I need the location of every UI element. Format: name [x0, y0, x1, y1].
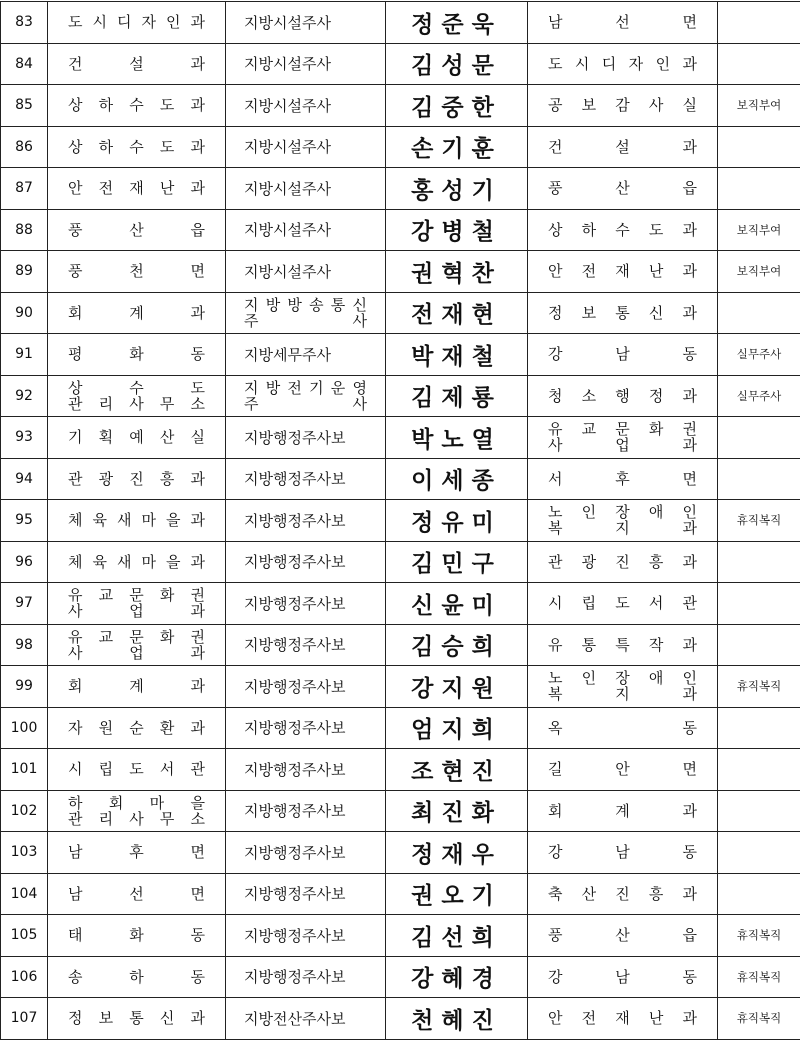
remark [718, 707, 800, 749]
job-rank [226, 251, 386, 293]
spaced-text-line: 주 사 [244, 313, 367, 329]
spaced-text-line: 정 보 통 신 과 [548, 305, 697, 321]
remark [718, 832, 800, 874]
to-department [528, 790, 718, 832]
job-rank [226, 666, 386, 708]
person-name: 김중한 [386, 85, 528, 127]
remark: 휴직복직 [718, 666, 800, 708]
from-department [48, 790, 226, 832]
remark [718, 749, 800, 791]
spaced-text-line: 상 하 수 도 과 [68, 139, 205, 155]
table-row [1, 998, 800, 1040]
spaced-text-line: 청 소 행 정 과 [548, 388, 697, 404]
table-row [1, 666, 800, 708]
table-row [1, 2, 800, 44]
table-row [1, 375, 800, 417]
job-rank [226, 85, 386, 127]
to-department [528, 334, 718, 376]
table-row [1, 583, 800, 625]
remark: 실무주사 [718, 375, 800, 417]
row-number: 86 [1, 126, 48, 168]
row-number: 88 [1, 209, 48, 251]
spaced-text-line: 지 방 방 송 통 신 [244, 297, 367, 313]
remark: 휴직복직 [718, 956, 800, 998]
from-department [48, 500, 226, 542]
from-department [48, 749, 226, 791]
remark [718, 417, 800, 459]
person-name: 권오기 [386, 873, 528, 915]
rank-text-line: 지방시설주사 [244, 95, 367, 116]
spaced-text-line: 공 보 감 사 실 [548, 97, 697, 113]
spaced-text-line: 유 교 문 화 권 [68, 629, 205, 645]
to-department [528, 85, 718, 127]
rank-text-line: 지방행정주사보 [244, 883, 367, 904]
table-row [1, 541, 800, 583]
row-number: 92 [1, 375, 48, 417]
spaced-text-line: 노 인 장 애 인 [548, 504, 697, 520]
from-department [48, 583, 226, 625]
job-rank [226, 209, 386, 251]
row-number: 89 [1, 251, 48, 293]
personnel-table [0, 1, 800, 1040]
spaced-text-line: 유 교 문 화 권 [68, 587, 205, 603]
remark [718, 168, 800, 210]
rank-text-line: 지방행정주사보 [244, 842, 367, 863]
person-name: 강병철 [386, 209, 528, 251]
remark: 보직부여 [718, 85, 800, 127]
to-department [528, 583, 718, 625]
rank-text-line: 지방행정주사보 [244, 966, 367, 987]
from-department [48, 458, 226, 500]
job-rank [226, 915, 386, 957]
person-name: 강혜경 [386, 956, 528, 998]
table-row [1, 624, 800, 666]
to-department [528, 458, 718, 500]
remark: 휴직복직 [718, 500, 800, 542]
person-name: 이세종 [386, 458, 528, 500]
from-department [48, 666, 226, 708]
spaced-text-line: 사 업 과 [68, 645, 205, 661]
remark: 휴직복직 [718, 915, 800, 957]
table-row [1, 749, 800, 791]
job-rank [226, 749, 386, 791]
spaced-text-line: 복 지 과 [548, 520, 697, 536]
person-name: 천혜진 [386, 998, 528, 1040]
rank-text-line: 지방시설주사 [244, 12, 367, 33]
spaced-text-line: 축 산 진 흥 과 [548, 886, 697, 902]
row-number: 105 [1, 915, 48, 957]
spaced-text-line: 관 리 사 무 소 [68, 396, 205, 412]
row-number: 93 [1, 417, 48, 459]
to-department [528, 832, 718, 874]
job-rank [226, 707, 386, 749]
table-row [1, 956, 800, 998]
remark [718, 541, 800, 583]
table-row [1, 832, 800, 874]
job-rank [226, 375, 386, 417]
from-department [48, 998, 226, 1040]
from-department [48, 292, 226, 334]
table-row [1, 458, 800, 500]
person-name: 전재현 [386, 292, 528, 334]
to-department [528, 998, 718, 1040]
person-name: 박노열 [386, 417, 528, 459]
table-row [1, 790, 800, 832]
from-department [48, 375, 226, 417]
job-rank [226, 417, 386, 459]
job-rank [226, 832, 386, 874]
remark [718, 43, 800, 85]
spaced-text-line: 복 지 과 [548, 686, 697, 702]
spaced-text-line: 평 화 동 [68, 346, 205, 362]
spaced-text-line: 안 전 재 난 과 [68, 180, 205, 196]
from-department [48, 85, 226, 127]
row-number: 96 [1, 541, 48, 583]
rank-text-line: 지방시설주사 [244, 53, 367, 74]
remark: 휴직복직 [718, 998, 800, 1040]
spaced-text-line: 유 교 문 화 권 [548, 421, 697, 437]
spaced-text-line: 도 시 디 자 인 과 [68, 14, 205, 30]
job-rank [226, 292, 386, 334]
person-name: 신윤미 [386, 583, 528, 625]
to-department [528, 2, 718, 44]
from-department [48, 541, 226, 583]
remark: 보직부여 [718, 209, 800, 251]
to-department [528, 749, 718, 791]
remark [718, 583, 800, 625]
job-rank [226, 334, 386, 376]
person-name: 권혁찬 [386, 251, 528, 293]
row-number: 106 [1, 956, 48, 998]
from-department [48, 334, 226, 376]
person-name: 조현진 [386, 749, 528, 791]
from-department [48, 873, 226, 915]
spaced-text-line: 남 선 면 [548, 14, 697, 30]
table-row [1, 85, 800, 127]
spaced-text-line: 건 설 과 [68, 56, 205, 72]
spaced-text-line: 지 방 전 기 운 영 [244, 380, 367, 396]
spaced-text-line: 하 회 마 을 [68, 795, 205, 811]
spaced-text-line: 기 획 예 산 실 [68, 429, 205, 445]
spaced-text-line: 안 전 재 난 과 [548, 263, 697, 279]
person-name: 김성문 [386, 43, 528, 85]
table-row [1, 915, 800, 957]
remark: 보직부여 [718, 251, 800, 293]
row-number: 97 [1, 583, 48, 625]
spaced-text-line: 관 광 진 흥 과 [68, 471, 205, 487]
spaced-text-line: 상 하 수 도 과 [68, 97, 205, 113]
spaced-text-line: 풍 산 읍 [548, 927, 697, 943]
person-name: 정유미 [386, 500, 528, 542]
rank-text-line: 지방행정주사보 [244, 717, 367, 738]
job-rank [226, 500, 386, 542]
row-number: 107 [1, 998, 48, 1040]
spaced-text-line: 건 설 과 [548, 139, 697, 155]
spaced-text-line: 송 하 동 [68, 969, 205, 985]
job-rank [226, 873, 386, 915]
row-number: 101 [1, 749, 48, 791]
remark [718, 624, 800, 666]
from-department [48, 956, 226, 998]
spaced-text-line: 사 업 과 [548, 437, 697, 453]
person-name: 정준욱 [386, 2, 528, 44]
spaced-text-line: 회 계 과 [548, 803, 697, 819]
rank-text-line: 지방시설주사 [244, 178, 367, 199]
spaced-text-line: 풍 산 읍 [548, 180, 697, 196]
from-department [48, 251, 226, 293]
person-name: 엄지희 [386, 707, 528, 749]
job-rank [226, 624, 386, 666]
job-rank [226, 43, 386, 85]
rank-text-line: 지방행정주사보 [244, 593, 367, 614]
job-rank [226, 956, 386, 998]
to-department [528, 666, 718, 708]
rank-text-line: 지방행정주사보 [244, 551, 367, 572]
person-name: 김민구 [386, 541, 528, 583]
table-row [1, 417, 800, 459]
to-department [528, 956, 718, 998]
spaced-text-line: 남 선 면 [68, 886, 205, 902]
spaced-text-line: 안 전 재 난 과 [548, 1010, 697, 1026]
person-name: 박재철 [386, 334, 528, 376]
from-department [48, 2, 226, 44]
spaced-text-line: 관 광 진 흥 과 [548, 554, 697, 570]
row-number: 84 [1, 43, 48, 85]
row-number: 91 [1, 334, 48, 376]
remark [718, 292, 800, 334]
person-name: 홍성기 [386, 168, 528, 210]
spaced-text-line: 남 후 면 [68, 844, 205, 860]
table-row [1, 126, 800, 168]
to-department [528, 209, 718, 251]
to-department [528, 375, 718, 417]
spaced-text-line: 회 계 과 [68, 678, 205, 694]
spaced-text-line: 자 원 순 환 과 [68, 720, 205, 736]
to-department [528, 292, 718, 334]
from-department [48, 417, 226, 459]
table-row [1, 334, 800, 376]
from-department [48, 624, 226, 666]
spaced-text-line: 옥 동 [548, 720, 697, 736]
to-department [528, 251, 718, 293]
row-number: 94 [1, 458, 48, 500]
row-number: 90 [1, 292, 48, 334]
table-row [1, 707, 800, 749]
remark [718, 873, 800, 915]
person-name: 최진화 [386, 790, 528, 832]
spaced-text-line: 주 사 [244, 396, 367, 412]
to-department [528, 915, 718, 957]
spaced-text-line: 체 육 새 마 을 과 [68, 512, 205, 528]
row-number: 98 [1, 624, 48, 666]
rank-text-line: 지방전산주사보 [244, 1008, 367, 1029]
spaced-text-line: 서 후 면 [548, 471, 697, 487]
job-rank [226, 458, 386, 500]
spaced-text-line: 시 립 도 서 관 [548, 595, 697, 611]
spaced-text-line: 사 업 과 [68, 603, 205, 619]
rank-text-line: 지방시설주사 [244, 261, 367, 282]
remark: 실무주사 [718, 334, 800, 376]
spaced-text-line: 도 시 디 자 인 과 [548, 56, 697, 72]
remark [718, 126, 800, 168]
rank-text-line: 지방행정주사보 [244, 634, 367, 655]
table-body [1, 2, 800, 1040]
from-department [48, 707, 226, 749]
rank-text-line: 지방행정주사보 [244, 800, 367, 821]
table-row [1, 500, 800, 542]
row-number: 87 [1, 168, 48, 210]
rank-text-line: 지방행정주사보 [244, 759, 367, 780]
to-department [528, 624, 718, 666]
from-department [48, 209, 226, 251]
person-name: 정재우 [386, 832, 528, 874]
from-department [48, 126, 226, 168]
from-department [48, 832, 226, 874]
spaced-text-line: 풍 산 읍 [68, 222, 205, 238]
spaced-text-line: 관 리 사 무 소 [68, 811, 205, 827]
job-rank [226, 126, 386, 168]
rank-text-line: 지방행정주사보 [244, 925, 367, 946]
spaced-text-line: 정 보 통 신 과 [68, 1010, 205, 1026]
row-number: 95 [1, 500, 48, 542]
person-name: 손기훈 [386, 126, 528, 168]
spaced-text-line: 상 수 도 [68, 380, 205, 396]
table-row [1, 251, 800, 293]
remark [718, 2, 800, 44]
spaced-text-line: 태 화 동 [68, 927, 205, 943]
from-department [48, 168, 226, 210]
person-name: 김승희 [386, 624, 528, 666]
rank-text-line: 지방세무주사 [244, 344, 367, 365]
rank-text-line: 지방시설주사 [244, 136, 367, 157]
spaced-text-line: 길 안 면 [548, 761, 697, 777]
job-rank [226, 2, 386, 44]
row-number: 102 [1, 790, 48, 832]
job-rank [226, 998, 386, 1040]
to-department [528, 43, 718, 85]
to-department [528, 873, 718, 915]
spaced-text-line: 강 남 동 [548, 844, 697, 860]
table-row [1, 873, 800, 915]
from-department [48, 43, 226, 85]
rank-text-line: 지방행정주사보 [244, 468, 367, 489]
spaced-text-line: 상 하 수 도 과 [548, 222, 697, 238]
spaced-text-line: 풍 천 면 [68, 263, 205, 279]
person-name: 김선희 [386, 915, 528, 957]
remark [718, 790, 800, 832]
rank-text-line: 지방시설주사 [244, 219, 367, 240]
row-number: 99 [1, 666, 48, 708]
job-rank [226, 790, 386, 832]
table-row [1, 209, 800, 251]
to-department [528, 417, 718, 459]
spaced-text-line: 회 계 과 [68, 305, 205, 321]
row-number: 83 [1, 2, 48, 44]
table-row [1, 168, 800, 210]
row-number: 100 [1, 707, 48, 749]
job-rank [226, 541, 386, 583]
spaced-text-line: 강 남 동 [548, 969, 697, 985]
rank-text-line: 지방행정주사보 [244, 676, 367, 697]
spaced-text-line: 유 통 특 작 과 [548, 637, 697, 653]
remark [718, 458, 800, 500]
rank-text-line: 지방행정주사보 [244, 510, 367, 531]
row-number: 103 [1, 832, 48, 874]
person-name: 김제룡 [386, 375, 528, 417]
job-rank [226, 583, 386, 625]
spaced-text-line: 노 인 장 애 인 [548, 670, 697, 686]
spaced-text-line: 강 남 동 [548, 346, 697, 362]
to-department [528, 168, 718, 210]
row-number: 104 [1, 873, 48, 915]
spaced-text-line: 체 육 새 마 을 과 [68, 554, 205, 570]
spaced-text-line: 시 립 도 서 관 [68, 761, 205, 777]
row-number: 85 [1, 85, 48, 127]
table-row [1, 43, 800, 85]
person-name: 강지원 [386, 666, 528, 708]
from-department [48, 915, 226, 957]
rank-text-line: 지방행정주사보 [244, 427, 367, 448]
to-department [528, 126, 718, 168]
to-department [528, 707, 718, 749]
to-department [528, 500, 718, 542]
to-department [528, 541, 718, 583]
table-row [1, 292, 800, 334]
job-rank [226, 168, 386, 210]
